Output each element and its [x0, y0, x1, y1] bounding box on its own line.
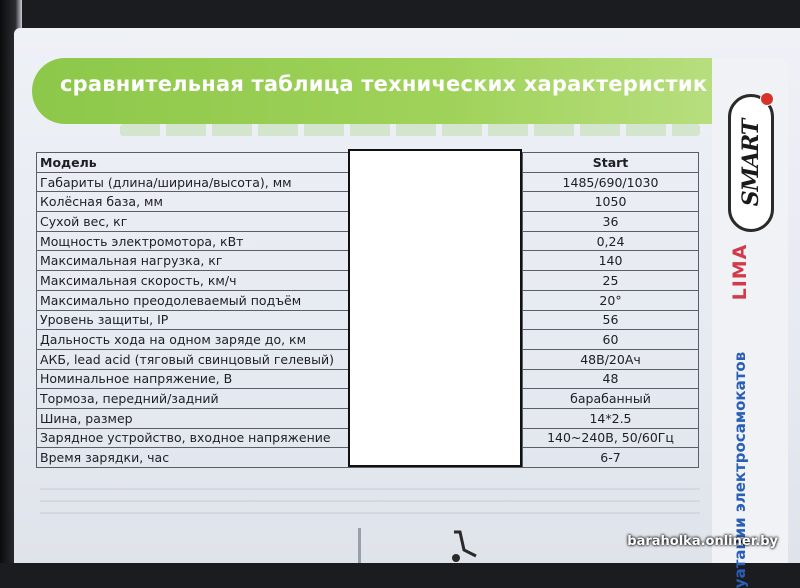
row-label: Дальность хода на одном заряде до, км: [37, 330, 349, 350]
row-value: 0,24: [523, 231, 699, 251]
row-label: АКБ, lead acid (тяговый свинцовый гелевый): [37, 349, 349, 369]
row-label: Тормоза, передний/задний: [37, 389, 349, 409]
row-label: Максимальная нагрузка, кг: [37, 251, 349, 271]
row-label: Номинальное напряжение, В: [37, 369, 349, 389]
row-value: 48: [523, 369, 699, 389]
row-value: 56: [523, 310, 699, 330]
row-value: 60: [523, 330, 699, 350]
row-label: Сухой вес, кг: [37, 212, 349, 232]
redaction-box: [348, 149, 522, 467]
row-value: 14*2.5: [523, 408, 699, 428]
row-label: Время зарядки, час: [37, 448, 349, 468]
row-value: 1050: [523, 192, 699, 212]
row-value: барабанный: [523, 389, 699, 409]
row-value: 140: [523, 251, 699, 271]
side-caption: уатации электросамокатов: [731, 351, 749, 588]
banner-title: сравнительная таблица технических характеристик: [60, 72, 708, 96]
smart-logo-text: SMART: [738, 119, 764, 207]
row-label: Колёсная база, мм: [37, 192, 349, 212]
row-value: 20°: [523, 290, 699, 310]
row-label: Уровень защиты, IP: [37, 310, 349, 330]
row-value: 140~240В, 50/60Гц: [523, 428, 699, 448]
watermark: baraholka.onliner.by: [627, 534, 778, 549]
row-label: Шина, размер: [37, 408, 349, 428]
row-label: Габариты (длина/ширина/высота), мм: [37, 172, 349, 192]
scooter-silhouette-icon: [446, 530, 486, 563]
row-label: Максимально преодолеваемый подъём: [37, 290, 349, 310]
row-label: Максимальная скорость, км/ч: [37, 271, 349, 291]
row-value: 1485/690/1030: [523, 172, 699, 192]
row-value: 6-7: [523, 448, 699, 468]
row-value: 36: [523, 212, 699, 232]
logo-dot-icon: [760, 92, 774, 106]
faded-subtitle-line: [120, 124, 700, 136]
row-label: Мощность электромотора, кВт: [37, 231, 349, 251]
header-label: Модель: [37, 153, 349, 173]
header-value: Start: [523, 153, 699, 173]
row-value: 25: [523, 271, 699, 291]
pole-shape: [358, 528, 361, 563]
row-value: 48В/20Ач: [523, 349, 699, 369]
row-label: Зарядное устройство, входное напряжение: [37, 428, 349, 448]
brand-lima: LIMA: [729, 243, 751, 301]
faded-footer-text: [40, 488, 700, 518]
